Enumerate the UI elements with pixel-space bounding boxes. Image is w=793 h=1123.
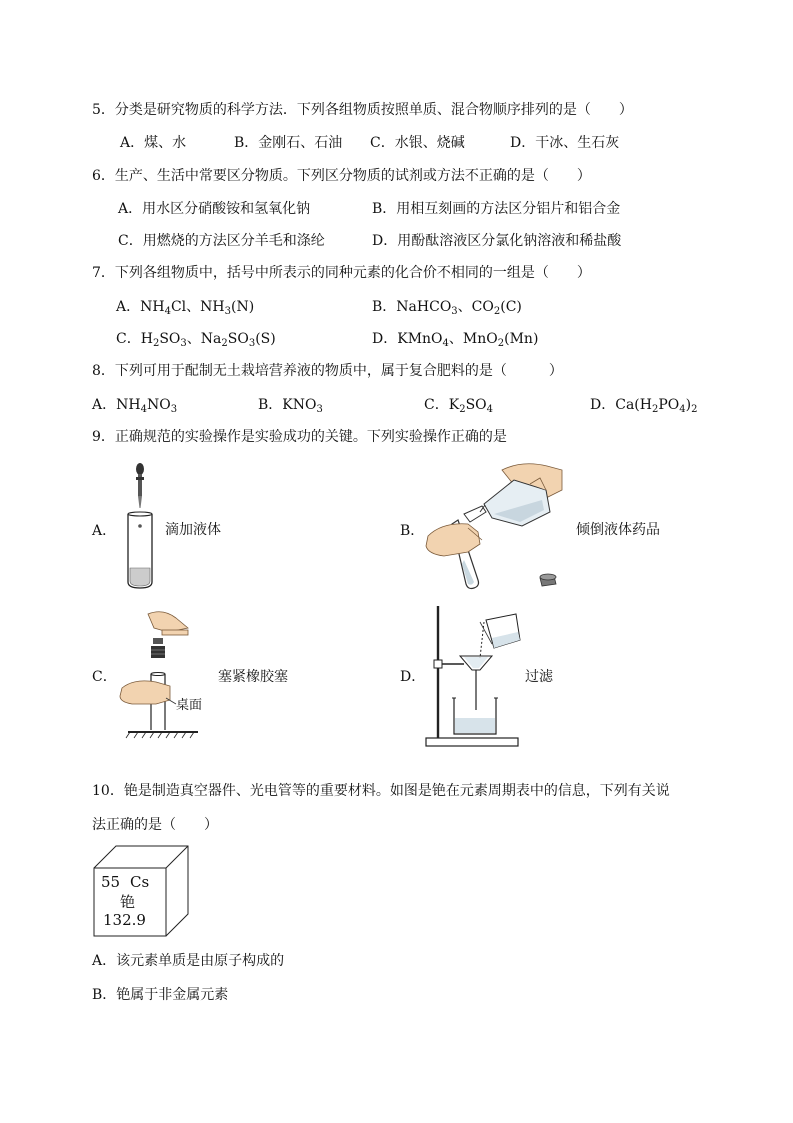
question-10-option-a: A．该元素单质是由原子构成的 [92,953,285,969]
question-5-option-c: C．水银、烧碱 [370,135,465,151]
question-9-option-d-label: 过滤 [525,669,553,685]
question-7-stem: 7．下列各组物质中，括号中所表示的同种元素的化合价不相同的一组是（ ） [92,265,591,281]
inserting-stopper-figure [118,608,208,740]
question-10-stem-line-1: 10．铯是制造真空器件、光电管等的重要材料。如图是铯在元素周期表中的信息，下列有关说 [92,783,670,799]
question-9-option-c-label: 塞紧橡胶塞 [218,669,288,685]
question-10-stem-line-2: 法正确的是（ ） [92,817,218,833]
filtration-apparatus-figure [424,604,534,748]
pouring-liquid-figure [422,460,572,595]
question-6-option-b: B．用相互刻画的方法区分铝片和铝合金 [372,201,621,217]
element-name: 铯 [120,893,136,911]
question-8-option-c: C．$K_2SO_4$ [424,397,494,415]
question-5-option-b: B．金刚石、石油 [234,135,343,151]
question-9-option-b-letter: B． [400,523,425,539]
question-7-option-d: D．KMnO$_4$、MnO$_2$(Mn) [372,331,539,349]
desk-label: 桌面 [176,698,203,713]
question-5-option-d: D．干冰、生石灰 [510,135,620,151]
question-5-option-a: A．煤、水 [120,135,187,151]
question-9-stem: 9．正确规范的实验操作是实验成功的关键。下列实验操作正确的是 [92,429,507,445]
question-7-option-b: B．NaHCO$_3$、$CO_2(C)$ [372,299,522,317]
question-6-stem: 6．生产、生活中常要区分物质。下列区分物质的试剂或方法不正确的是（ ） [92,168,591,184]
question-7-option-c: C．$H_2SO_3$、$Na_2SO_3(S)$ [116,331,276,349]
element-atomic-number: 55 [101,873,121,891]
question-9-option-a-letter: A． [92,523,117,539]
question-10-option-b: B．铯属于非金属元素 [92,987,229,1003]
element-atomic-mass: 132.9 [103,911,146,929]
element-symbol: Cs [130,873,150,891]
question-6-option-c: C．用燃烧的方法区分羊毛和涤纶 [118,233,325,249]
question-8-option-a: A．$NH_4NO_3$ [92,397,178,415]
question-9-option-b-label: 倾倒液体药品 [576,522,660,538]
question-9-option-d-letter: D． [400,669,426,685]
question-9-option-c-letter: C． [92,669,117,685]
dropper-test-tube-figure [120,462,160,592]
question-8-option-b: B．$KNO_3$ [258,397,323,415]
question-7-option-a: A．$NH_4Cl$、$NH_3(N)$ [116,299,255,317]
question-5-stem: 5．分类是研究物质的科学方法．下列各组物质按照单质、混合物顺序排列的是（ ） [92,102,633,118]
question-9-option-a-label: 滴加液体 [165,522,221,538]
question-8-option-d: D．$Ca(H_2PO_4)_2$ [590,397,698,415]
question-6-option-d: D．用酚酞溶液区分氯化钠溶液和稀盐酸 [372,233,622,249]
question-8-stem: 8．下列可用于配制无土栽培营养液的物质中，属于复合肥料的是（ ） [92,363,563,379]
question-6-option-a: A．用水区分硝酸铵和氢氧化钠 [118,201,311,217]
